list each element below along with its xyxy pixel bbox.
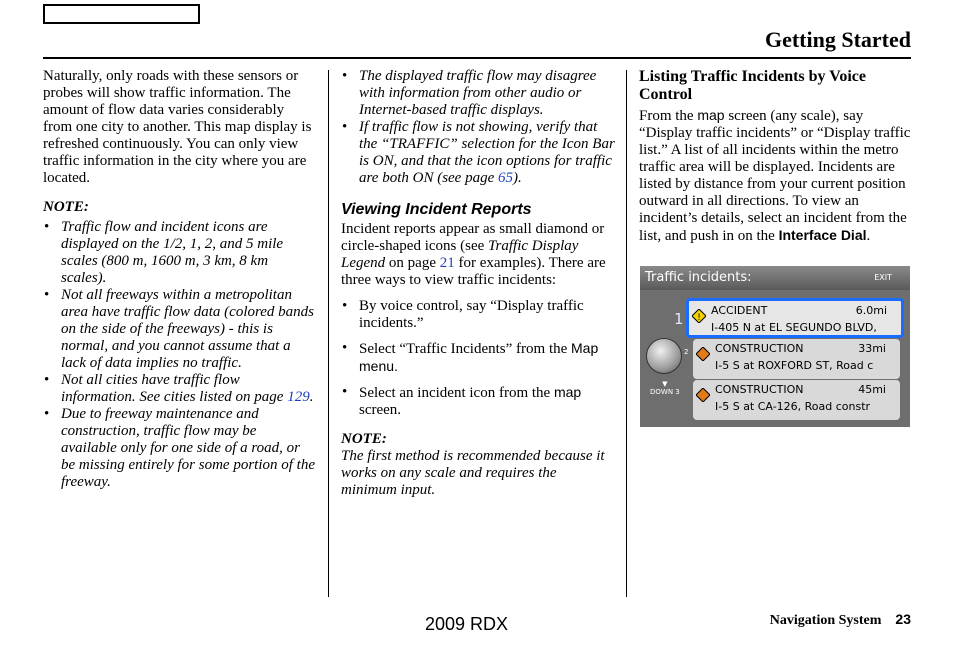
voice-paragraph [639, 107, 911, 245]
accident-warning-icon [692, 309, 706, 323]
incident-type: ACCIDENT [711, 304, 768, 317]
column-3 [639, 68, 911, 245]
list-item-text: Not all cities have traffic flow information. See cities listed on page [61, 372, 288, 405]
screen-name: map [697, 107, 725, 123]
page-link[interactable]: 65 [498, 170, 513, 186]
note-list [43, 219, 315, 491]
column-2 [341, 68, 615, 499]
header-tab-box [43, 4, 200, 24]
construction-icon [696, 347, 710, 361]
control-name: Interface Dial [778, 227, 867, 243]
ways-list [341, 298, 615, 419]
note-list-continued [341, 68, 615, 187]
list-item-text: If traffic flow is not showing, verify that the “TRAFFIC” selection for the Icon Bar is ON, and that the icon options for traffic are both ON (see page [359, 119, 615, 186]
list-item [341, 119, 615, 187]
note-label: NOTE: [341, 431, 387, 447]
traffic-incidents-screenshot [640, 266, 910, 427]
list-item: • By voice control, say “Display traffic incidents.” [341, 298, 615, 332]
text: . [866, 228, 871, 244]
section-name: Navigation System [769, 613, 882, 628]
list-item [341, 340, 615, 376]
down-label: DOWN 3 [650, 388, 680, 396]
incident-type: CONSTRUCTION [715, 383, 804, 396]
menu-name: Map menu [359, 340, 599, 374]
incident-distance: 45mi [858, 383, 886, 396]
list-item: • The displayed traffic flow may disagree with information from other audio or Internet-based traffic displays. [341, 68, 615, 119]
screen-name: map [553, 384, 582, 400]
list-item-end: . [309, 389, 314, 405]
text: . [394, 358, 398, 374]
list-item-end: ). [513, 170, 522, 186]
incident-road: I-405 N at EL SEGUNDO BLVD, [711, 321, 877, 334]
exit-button[interactable]: EXIT [874, 273, 892, 282]
list-item [341, 384, 615, 419]
down-arrow-label[interactable]: ▼ DOWN 3 [650, 380, 680, 396]
construction-icon [696, 388, 710, 402]
text: Incident reports appear as small diamond or circle-shaped icons (see [341, 221, 605, 254]
text: on page [385, 255, 440, 271]
page-link[interactable]: 21 [439, 255, 455, 271]
interface-dial-icon[interactable] [646, 338, 682, 374]
incident-row[interactable] [686, 298, 904, 338]
section-heading: Listing Traffic Incidents by Voice Control [639, 68, 866, 103]
note-label: NOTE: [43, 199, 89, 215]
intro-paragraph: Naturally, only roads with these sensors or probes will show traffic information. The amount of flow data varies considerably from one city to another. This map display is refreshed continuously. You can only view traffic information in the city where you are located. [43, 68, 312, 186]
text: for examples). There are three ways to view traffic incidents: [341, 255, 606, 288]
text: From the [639, 108, 698, 124]
svg-text:!: ! [697, 313, 701, 323]
incident-row[interactable] [693, 339, 900, 379]
incident-distance: 33mi [858, 342, 886, 355]
page-title: Getting Started [764, 27, 911, 52]
legend-reference: Traffic Display Legend [341, 238, 579, 271]
text: screen. [359, 402, 402, 418]
screen-title: Traffic incidents: [645, 270, 752, 285]
incident-type: CONSTRUCTION [715, 342, 804, 355]
incident-road: I-5 S at CA-126, Road constr [715, 400, 871, 413]
column-1 [43, 68, 315, 491]
list-item: • Due to freeway maintenance and construction, traffic flow may be available only for one side of a road, or be missing entirely for some portion of the freeway. [43, 406, 315, 491]
list-item: • Not all freeways within a metropolitan area have traffic flow data (colored bands on the side of the freeways) - this is normal, and you cannot assume that a lack of data implies no traffic. [43, 287, 315, 372]
list-item [43, 372, 315, 406]
list-number: 1 [674, 310, 684, 328]
section-heading: Viewing Incident Reports [341, 201, 532, 218]
column-divider [626, 70, 627, 597]
list-item: • Traffic flow and incident icons are displayed on the 1/2, 1, 2, and 5 mile scales (800 m, 1600 m, 3 km, 8 km scales). [43, 219, 315, 287]
model-label: 2009 RDX [425, 614, 509, 634]
column-divider [328, 70, 329, 597]
list-number: 2 [684, 348, 689, 356]
text: screen (any scale), say “Display traffic incidents” or “Display traffic list.” A list of all incidents within the metro traffic area will be displayed. Incidents are listed by distance from your current position outward in all directions. To view an incident’s details, select an incident from the list, and push in on the [639, 108, 911, 244]
text: Select “Traffic Incidents” from the [359, 341, 572, 357]
header-rule [43, 57, 911, 59]
page-link[interactable]: 129 [287, 389, 310, 405]
note-text: The first method is recommended because it works on any scale and requires the minimum input. [341, 448, 605, 498]
footer-section [770, 611, 911, 629]
incident-distance: 6.0mi [855, 304, 887, 317]
incident-row[interactable] [693, 380, 900, 420]
page-number: 23 [895, 611, 911, 627]
incident-road: I-5 S at ROXFORD ST, Road c [715, 359, 874, 372]
incident-paragraph [341, 221, 615, 289]
text: Select an incident icon from the [359, 385, 554, 401]
